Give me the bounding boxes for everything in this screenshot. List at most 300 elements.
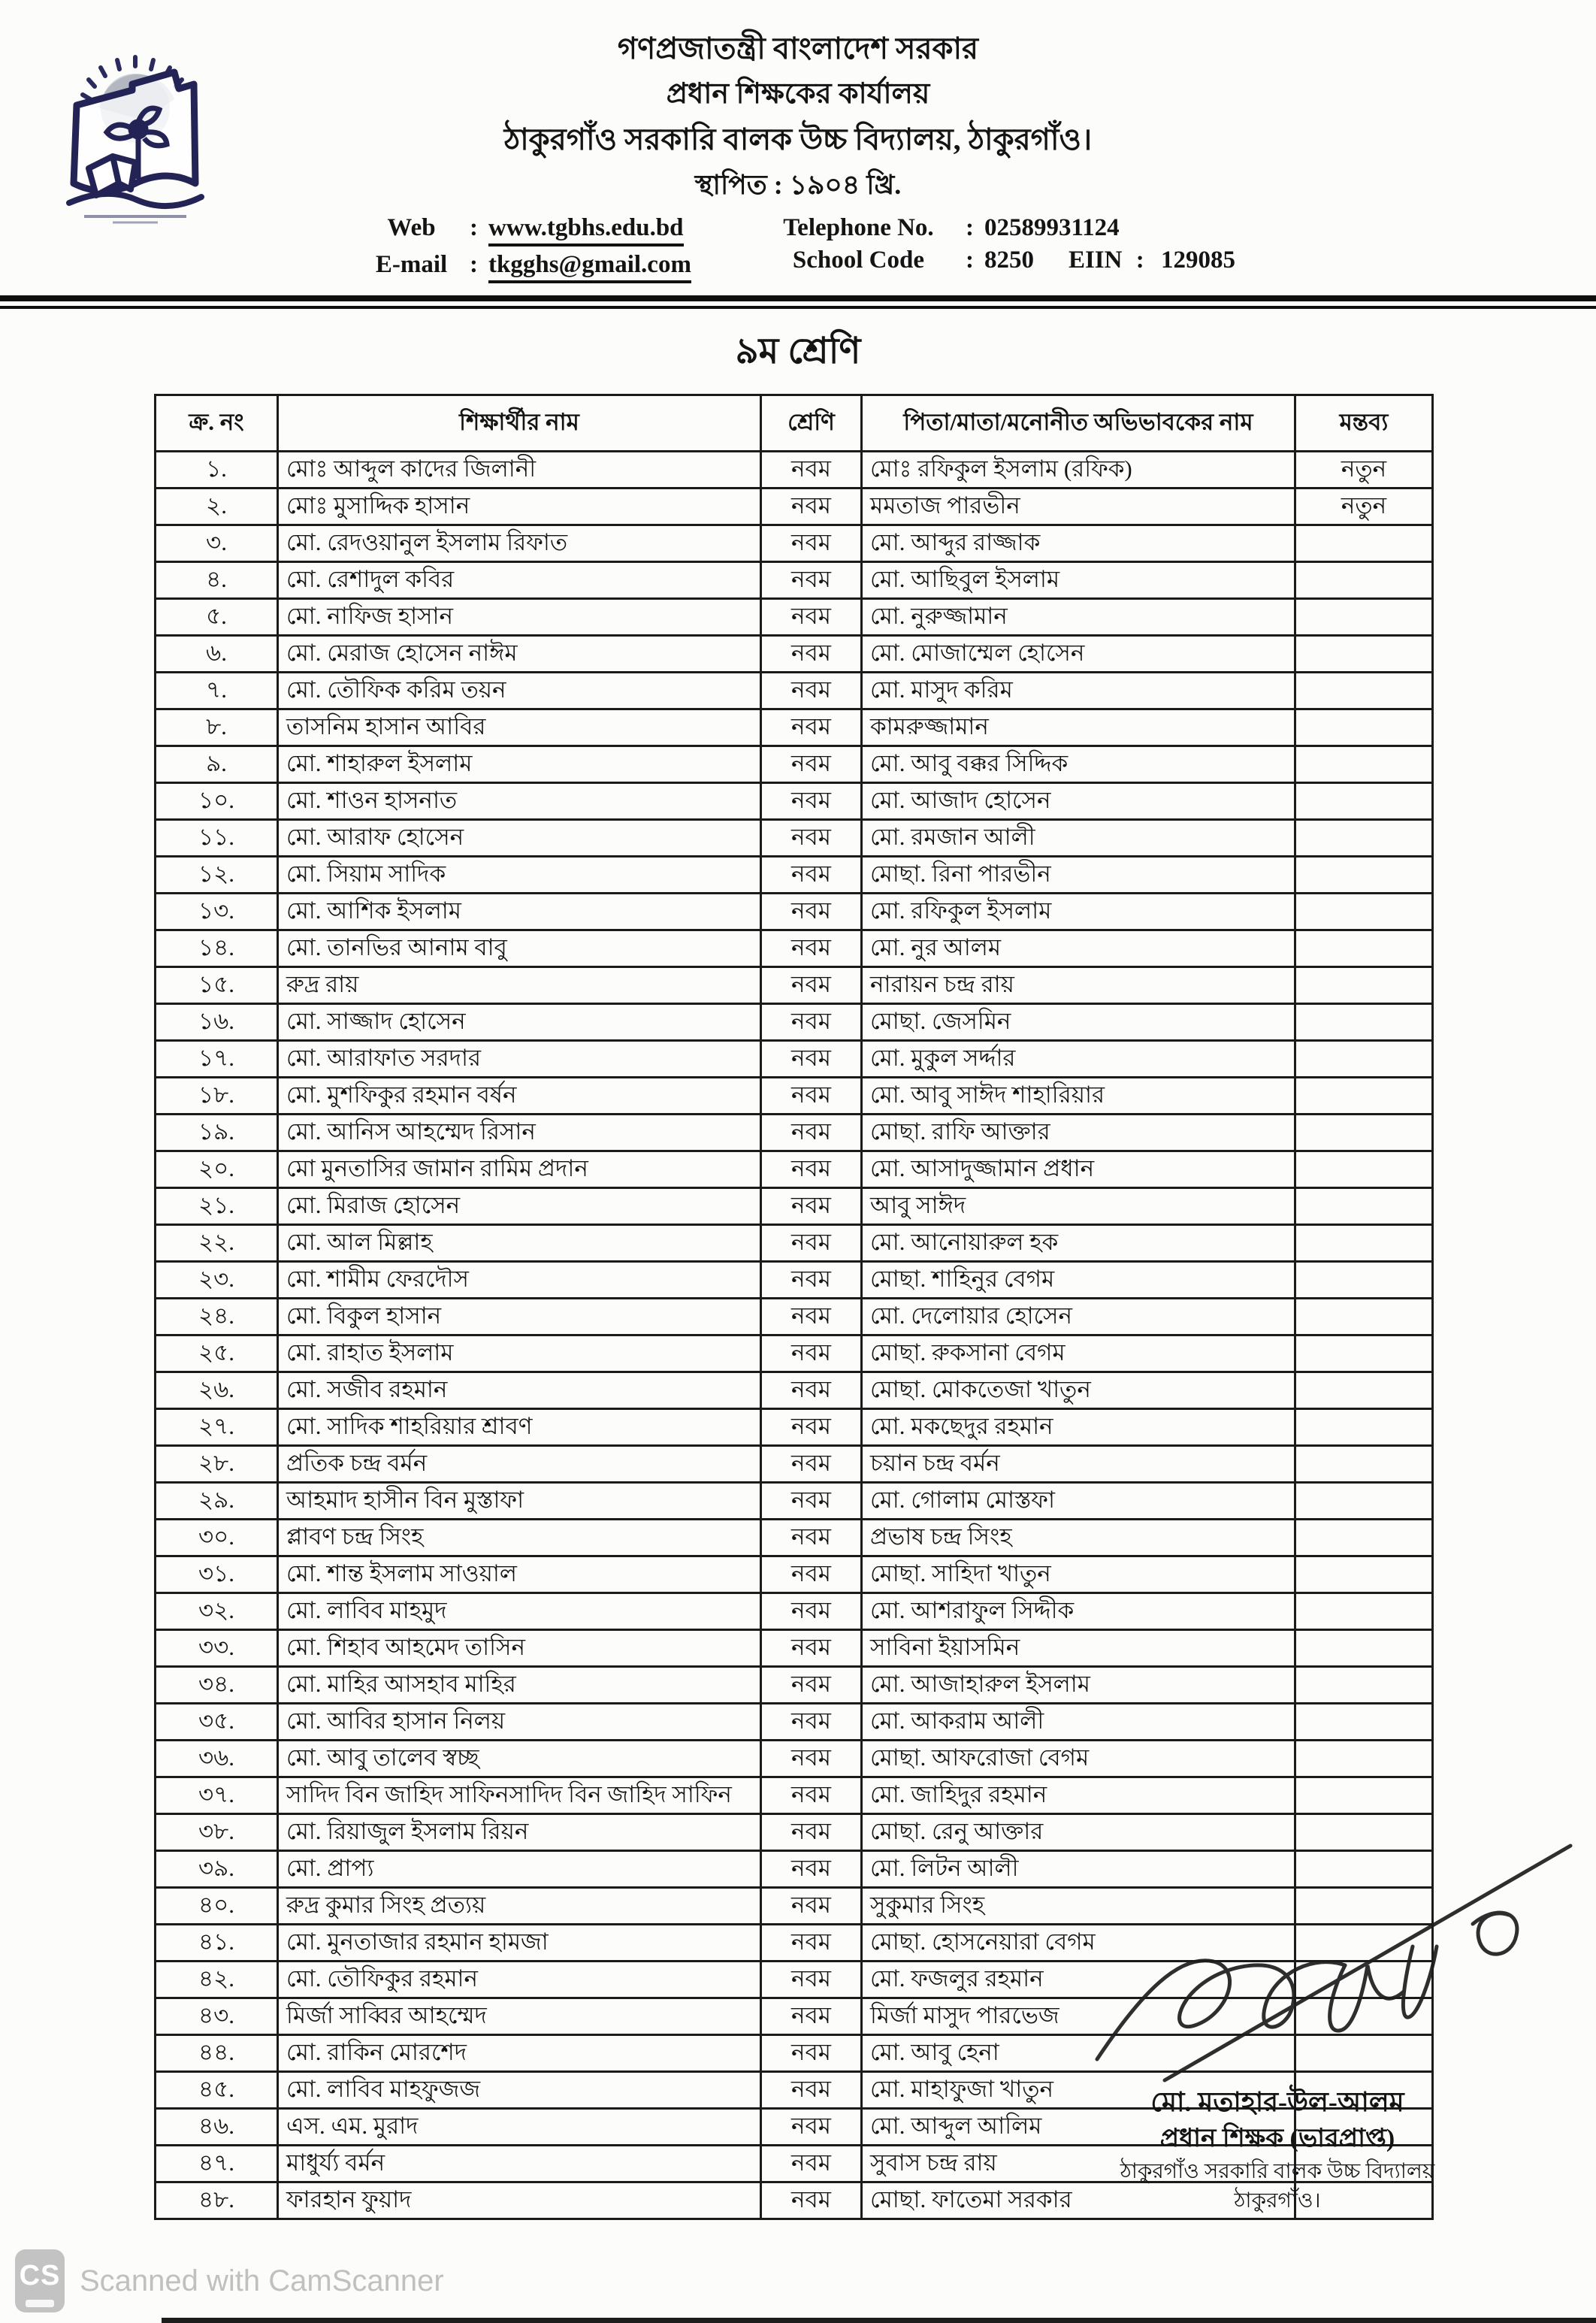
guardian-name-cell: মোঃ রফিকুল ইসলাম (রফিক) bbox=[862, 451, 1295, 488]
class-cell: নবম bbox=[761, 1593, 862, 1629]
contact-info bbox=[0, 214, 1596, 283]
class-cell: নবম bbox=[761, 1298, 862, 1335]
serial-cell: ৪. bbox=[156, 561, 278, 598]
camscanner-footer bbox=[15, 2249, 444, 2312]
table-row bbox=[156, 672, 1433, 709]
class-cell: নবম bbox=[761, 1482, 862, 1519]
guardian-name-cell: মো. আকরাম আলী bbox=[862, 1703, 1295, 1740]
class-cell: নবম bbox=[761, 1629, 862, 1666]
student-name-cell: রুদ্র রায় bbox=[278, 966, 761, 1003]
student-name-cell: মো. নাফিজ হাসান bbox=[278, 598, 761, 635]
serial-cell: ৪২. bbox=[156, 1961, 278, 1998]
serial-cell: ৩. bbox=[156, 525, 278, 561]
student-name-cell: মো মুনতাসির জামান রামিম প্রদান bbox=[278, 1151, 761, 1187]
guardian-name-cell: মো. আশরাফুল সিদ্দীক bbox=[862, 1593, 1295, 1629]
serial-cell: ২. bbox=[156, 488, 278, 525]
serial-cell: ১১. bbox=[156, 819, 278, 856]
student-name-cell: মো. শান্ত ইসলাম সাওয়াল bbox=[278, 1556, 761, 1593]
remark-cell bbox=[1295, 1556, 1433, 1593]
table-row bbox=[156, 819, 1433, 856]
serial-cell: ৩১. bbox=[156, 1556, 278, 1593]
student-name-cell: মো. রেদওয়ানুল ইসলাম রিফাত bbox=[278, 525, 761, 561]
remark-cell bbox=[1295, 1740, 1433, 1777]
class-cell: নবম bbox=[761, 2034, 862, 2071]
remark-cell bbox=[1295, 1224, 1433, 1261]
table-row bbox=[156, 1703, 1433, 1740]
class-cell: নবম bbox=[761, 1740, 862, 1777]
guardian-name-cell: মো. আজাদ হোসেন bbox=[862, 782, 1295, 819]
table-row bbox=[156, 1482, 1433, 1519]
serial-cell: ২৫. bbox=[156, 1335, 278, 1372]
class-cell: নবম bbox=[761, 1261, 862, 1298]
class-cell: নবম bbox=[761, 746, 862, 782]
table-row bbox=[156, 1556, 1433, 1593]
class-cell: নবম bbox=[761, 1224, 862, 1261]
guardian-name-cell: মো. আব্দুল আলিম bbox=[862, 2108, 1295, 2145]
guardian-name-cell: মো. নুরুজ্জামান bbox=[862, 598, 1295, 635]
serial-cell: ৩৯. bbox=[156, 1850, 278, 1887]
class-cell: নবম bbox=[761, 525, 862, 561]
table-row bbox=[156, 1740, 1433, 1777]
class-cell: নবম bbox=[761, 1703, 862, 1740]
table-row bbox=[156, 1666, 1433, 1703]
table-row bbox=[156, 525, 1433, 561]
remark-cell bbox=[1295, 1593, 1433, 1629]
signature-place: ঠাকুরগাঁও। bbox=[1234, 2188, 1321, 2213]
guardian-name-cell: মো. মোজাম্মেল হোসেন bbox=[862, 635, 1295, 672]
student-name-cell: মো. সজীব রহমান bbox=[278, 1372, 761, 1408]
remark-cell bbox=[1295, 561, 1433, 598]
student-name-cell: মো. মাহির আসহাব মাহির bbox=[278, 1666, 761, 1703]
serial-cell: ৩৪. bbox=[156, 1666, 278, 1703]
remark-cell bbox=[1295, 1187, 1433, 1224]
table-row bbox=[156, 1003, 1433, 1040]
student-name-cell: মো. শাহারুল ইসলাম bbox=[278, 746, 761, 782]
serial-cell: ৩৩. bbox=[156, 1629, 278, 1666]
office-line: প্রধান শিক্ষকের কার্যালয় bbox=[666, 78, 930, 110]
remark-cell bbox=[1295, 782, 1433, 819]
class-cell: নবম bbox=[761, 2108, 862, 2145]
letterhead bbox=[0, 0, 1596, 283]
student-name-cell: মো. মেরাজ হোসেন নাঈম bbox=[278, 635, 761, 672]
colon: : bbox=[965, 213, 974, 241]
class-cell: নবম bbox=[761, 2182, 862, 2219]
table-row bbox=[156, 451, 1433, 488]
serial-cell: ৪৬. bbox=[156, 2108, 278, 2145]
student-name-cell: ফারহান ফুয়াদ bbox=[278, 2182, 761, 2219]
remark-cell bbox=[1295, 893, 1433, 930]
class-cell: নবম bbox=[761, 1887, 862, 1924]
class-cell: নবম bbox=[761, 672, 862, 709]
telephone-row bbox=[759, 214, 1235, 242]
class-cell: নবম bbox=[761, 1850, 862, 1887]
serial-cell: ১৭. bbox=[156, 1040, 278, 1077]
serial-cell: ৯. bbox=[156, 746, 278, 782]
serial-cell: ২০. bbox=[156, 1151, 278, 1187]
serial-cell: ৪০. bbox=[156, 1887, 278, 1924]
table-row bbox=[156, 746, 1433, 782]
student-name-cell: মো. বিকুল হাসান bbox=[278, 1298, 761, 1335]
student-name-cell: এস. এম. মুরাদ bbox=[278, 2108, 761, 2145]
guardian-name-cell: মোছা. ফাতেমা সরকার bbox=[862, 2182, 1295, 2219]
column-header: মন্তব্য bbox=[1295, 395, 1433, 451]
serial-cell: ৪৮. bbox=[156, 2182, 278, 2219]
guardian-name-cell: মো. মাসুদ করিম bbox=[862, 672, 1295, 709]
serial-cell: ৪৪. bbox=[156, 2034, 278, 2071]
page-title: ৯ম শ্রেণি bbox=[735, 331, 861, 371]
serial-cell: ৪৭. bbox=[156, 2145, 278, 2182]
class-cell: নবম bbox=[761, 2145, 862, 2182]
headmaster-name: মো. মতাহার-উল-আলম bbox=[1150, 2087, 1404, 2117]
student-name-cell: মো. রিয়াজুল ইসলাম রিয়ন bbox=[278, 1813, 761, 1850]
email-row bbox=[361, 251, 691, 283]
scan-edge-line bbox=[162, 2318, 1596, 2323]
table-row bbox=[156, 561, 1433, 598]
remark-cell bbox=[1295, 1629, 1433, 1666]
class-cell: নবম bbox=[761, 451, 862, 488]
table-row bbox=[156, 598, 1433, 635]
remark-cell: নতুন bbox=[1295, 451, 1433, 488]
class-cell: নবম bbox=[761, 1961, 862, 1998]
student-name-cell: মো. মুশফিকুর রহমান বর্ষন bbox=[278, 1077, 761, 1114]
school-name-line: ঠাকুরগাঁও সরকারি বালক উচ্চ বিদ্যালয়, ঠাকুরগাঁও। bbox=[503, 122, 1093, 156]
student-name-cell: মো. সাজ্জাদ হোসেন bbox=[278, 1003, 761, 1040]
serial-cell: ১৩. bbox=[156, 893, 278, 930]
remark-cell bbox=[1295, 1445, 1433, 1482]
serial-cell: ২১. bbox=[156, 1187, 278, 1224]
serial-cell: ৬. bbox=[156, 635, 278, 672]
handwritten-signature bbox=[1052, 1834, 1593, 2089]
web-label: Web bbox=[387, 213, 436, 241]
serial-cell: ৩২. bbox=[156, 1593, 278, 1629]
serial-cell: ৪১. bbox=[156, 1924, 278, 1961]
colon: : bbox=[470, 250, 478, 278]
remark-cell bbox=[1295, 672, 1433, 709]
camscanner-badge-text: CS bbox=[19, 2260, 61, 2291]
class-cell: নবম bbox=[761, 709, 862, 746]
class-cell: নবম bbox=[761, 598, 862, 635]
student-name-cell: মো. আল মিল্লাহ bbox=[278, 1224, 761, 1261]
guardian-name-cell: মো. মাহাফুজা খাতুন bbox=[862, 2071, 1295, 2108]
camscanner-watermark-text: Scanned with CamScanner bbox=[80, 2264, 444, 2297]
student-name-cell: মো. তৌফিকুর রহমান bbox=[278, 1961, 761, 1998]
student-name-cell: সাদিদ বিন জাহিদ সাফিনসাদিদ বিন জাহিদ সাফিন bbox=[278, 1777, 761, 1813]
serial-cell: ৪৩. bbox=[156, 1998, 278, 2034]
guardian-name-cell: মো. রমজান আলী bbox=[862, 819, 1295, 856]
serial-cell: ৩৭. bbox=[156, 1777, 278, 1813]
student-name-cell: মো. আশিক ইসলাম bbox=[278, 893, 761, 930]
guardian-name-cell: মোছা. জেসমিন bbox=[862, 1003, 1295, 1040]
telephone-label: Telephone No. bbox=[783, 213, 934, 241]
remark-cell bbox=[1295, 930, 1433, 966]
remark-cell bbox=[1295, 709, 1433, 746]
colon: : bbox=[1135, 246, 1144, 274]
table-row bbox=[156, 1629, 1433, 1666]
remark-cell bbox=[1295, 966, 1433, 1003]
remark-cell: নতুন bbox=[1295, 488, 1433, 525]
school-code-label: School Code bbox=[792, 246, 924, 274]
class-cell: নবম bbox=[761, 930, 862, 966]
student-name-cell: তাসনিম হাসান আবির bbox=[278, 709, 761, 746]
column-header: ক্র. নং bbox=[156, 395, 278, 451]
remark-cell bbox=[1295, 598, 1433, 635]
school-code-row bbox=[759, 247, 1235, 274]
student-name-cell: মো. আনিস আহম্মেদ রিসান bbox=[278, 1114, 761, 1151]
table-row bbox=[156, 1335, 1433, 1372]
student-name-cell: মো. সিয়াম সাদিক bbox=[278, 856, 761, 893]
serial-cell: ২৮. bbox=[156, 1445, 278, 1482]
guardian-name-cell: মোছা. রুকসানা বেগম bbox=[862, 1335, 1295, 1372]
table-header-row bbox=[156, 395, 1433, 451]
table-row bbox=[156, 635, 1433, 672]
table-row bbox=[156, 1151, 1433, 1187]
guardian-name-cell: প্রভাষ চন্দ্র সিংহ bbox=[862, 1519, 1295, 1556]
remark-cell bbox=[1295, 1298, 1433, 1335]
class-cell: নবম bbox=[761, 856, 862, 893]
table-row bbox=[156, 1261, 1433, 1298]
table-row bbox=[156, 1114, 1433, 1151]
serial-cell: ১. bbox=[156, 451, 278, 488]
guardian-name-cell: মো. আসাদুজ্জামান প্রধান bbox=[862, 1151, 1295, 1187]
table-row bbox=[156, 1187, 1433, 1224]
student-name-cell: মো. শিহাব আহমেদ তাসিন bbox=[278, 1629, 761, 1666]
school-code-value: 8250 bbox=[984, 246, 1034, 274]
student-name-cell: মির্জা সাব্বির আহম্মেদ bbox=[278, 1998, 761, 2034]
table-row bbox=[156, 1372, 1433, 1408]
email-address: tkgghs@gmail.com bbox=[488, 251, 691, 283]
remark-cell bbox=[1295, 1408, 1433, 1445]
guardian-name-cell: মো. গোলাম মোস্তফা bbox=[862, 1482, 1295, 1519]
column-header: শ্রেণি bbox=[761, 395, 862, 451]
guardian-name-cell: মোছা. শাহিনুর বেগম bbox=[862, 1261, 1295, 1298]
table-row bbox=[156, 1224, 1433, 1261]
student-name-cell: মো. সাদিক শাহরিয়ার শ্রাবণ bbox=[278, 1408, 761, 1445]
remark-cell bbox=[1295, 1703, 1433, 1740]
remark-cell bbox=[1295, 1777, 1433, 1813]
student-name-cell: মো. আবির হাসান নিলয় bbox=[278, 1703, 761, 1740]
guardian-name-cell: মো. মুকুল সর্দ্দার bbox=[862, 1040, 1295, 1077]
email-label: E-mail bbox=[375, 250, 448, 278]
eiin-value: 129085 bbox=[1160, 246, 1235, 274]
guardian-name-cell: সুবাস চন্দ্র রায় bbox=[862, 2145, 1295, 2182]
header-divider bbox=[0, 295, 1596, 309]
table-row bbox=[156, 1777, 1433, 1813]
table-row bbox=[156, 1593, 1433, 1629]
table-row bbox=[156, 709, 1433, 746]
student-name-cell: রুদ্র কুমার সিংহ প্রত্যয় bbox=[278, 1887, 761, 1924]
serial-cell: ১০. bbox=[156, 782, 278, 819]
remark-cell bbox=[1295, 1372, 1433, 1408]
remark-cell bbox=[1295, 1114, 1433, 1151]
serial-cell: ১৯. bbox=[156, 1114, 278, 1151]
eiin-label: EIIN bbox=[1068, 246, 1123, 274]
guardian-name-cell: মো. মকছেদুর রহমান bbox=[862, 1408, 1295, 1445]
serial-cell: ১২. bbox=[156, 856, 278, 893]
class-cell: নবম bbox=[761, 635, 862, 672]
camscanner-icon bbox=[15, 2249, 65, 2312]
signature-block bbox=[1037, 2083, 1518, 2215]
column-header: শিক্ষার্থীর নাম bbox=[278, 395, 761, 451]
remark-cell bbox=[1295, 1519, 1433, 1556]
guardian-name-cell: মোছা. আফরোজা বেগম bbox=[862, 1740, 1295, 1777]
class-cell: নবম bbox=[761, 966, 862, 1003]
remark-cell bbox=[1295, 856, 1433, 893]
serial-cell: ২৯. bbox=[156, 1482, 278, 1519]
guardian-name-cell: মো. আবু সাঈদ শাহারিয়ার bbox=[862, 1077, 1295, 1114]
guardian-name-cell: মমতাজ পারভীন bbox=[862, 488, 1295, 525]
student-name-cell: মো. তানভির আনাম বাবু bbox=[278, 930, 761, 966]
school-logo-icon bbox=[54, 36, 216, 225]
remark-cell bbox=[1295, 1261, 1433, 1298]
student-name-cell: মো. আরাফ হোসেন bbox=[278, 819, 761, 856]
guardian-name-cell: মো. আবু বক্কর সিদ্দিক bbox=[862, 746, 1295, 782]
serial-cell: ৭. bbox=[156, 672, 278, 709]
serial-cell: ২২. bbox=[156, 1224, 278, 1261]
class-cell: নবম bbox=[761, 1408, 862, 1445]
class-cell: নবম bbox=[761, 1077, 862, 1114]
remark-cell bbox=[1295, 1003, 1433, 1040]
class-cell: নবম bbox=[761, 1924, 862, 1961]
serial-cell: ২৩. bbox=[156, 1261, 278, 1298]
remark-cell bbox=[1295, 525, 1433, 561]
colon: : bbox=[470, 213, 478, 241]
remark-cell bbox=[1295, 1666, 1433, 1703]
guardian-name-cell: মো. আব্দুর রাজ্জাক bbox=[862, 525, 1295, 561]
class-cell: নবম bbox=[761, 1998, 862, 2034]
class-cell: নবম bbox=[761, 1187, 862, 1224]
student-name-cell: মো. শাওন হাসনাত bbox=[278, 782, 761, 819]
student-name-cell: মাধুর্য্য বর্মন bbox=[278, 2145, 761, 2182]
table-row bbox=[156, 856, 1433, 893]
table-row bbox=[156, 1298, 1433, 1335]
guardian-name-cell: সাবিনা ইয়াসমিন bbox=[862, 1629, 1295, 1666]
class-cell: নবম bbox=[761, 1519, 862, 1556]
student-name-cell: মো. আরাফাত সরদার bbox=[278, 1040, 761, 1077]
serial-cell: ৩৫. bbox=[156, 1703, 278, 1740]
student-name-cell: মো. রেশাদুল কবির bbox=[278, 561, 761, 598]
student-name-cell: মো. রাহাত ইসলাম bbox=[278, 1335, 761, 1372]
serial-cell: ২৬. bbox=[156, 1372, 278, 1408]
guardian-name-cell: মোছা. হোসনেয়ারা বেগম bbox=[862, 1924, 1295, 1961]
remark-cell bbox=[1295, 746, 1433, 782]
serial-cell: ৩০. bbox=[156, 1519, 278, 1556]
serial-cell: ৫. bbox=[156, 598, 278, 635]
table-row bbox=[156, 930, 1433, 966]
guardian-name-cell: মো. আছিবুল ইসলাম bbox=[862, 561, 1295, 598]
serial-cell: ২৭. bbox=[156, 1408, 278, 1445]
student-name-cell: মো. মুনতাজার রহমান হামজা bbox=[278, 1924, 761, 1961]
serial-cell: ৩৬. bbox=[156, 1740, 278, 1777]
guardian-name-cell: কামরুজ্জামান bbox=[862, 709, 1295, 746]
serial-cell: ২৪. bbox=[156, 1298, 278, 1335]
student-name-cell: প্লাবণ চন্দ্র সিংহ bbox=[278, 1519, 761, 1556]
website-url: www.tgbhs.edu.bd bbox=[488, 214, 684, 247]
serial-cell: ৩৮. bbox=[156, 1813, 278, 1850]
class-cell: নবম bbox=[761, 893, 862, 930]
class-cell: নবম bbox=[761, 1114, 862, 1151]
remark-cell bbox=[1295, 1482, 1433, 1519]
student-name-cell: আহমাদ হাসীন বিন মুস্তাফা bbox=[278, 1482, 761, 1519]
serial-cell: ১৪. bbox=[156, 930, 278, 966]
student-name-cell: প্রতিক চন্দ্র বর্মন bbox=[278, 1445, 761, 1482]
guardian-name-cell: মো. আবু হেনা bbox=[862, 2034, 1295, 2071]
guardian-name-cell: মো. জাহিদুর রহমান bbox=[862, 1777, 1295, 1813]
class-cell: নবম bbox=[761, 1556, 862, 1593]
guardian-name-cell: মোছা. সাহিদা খাতুন bbox=[862, 1556, 1295, 1593]
table-row bbox=[156, 1445, 1433, 1482]
class-cell: নবম bbox=[761, 1372, 862, 1408]
class-cell: নবম bbox=[761, 488, 862, 525]
serial-cell: ১৫. bbox=[156, 966, 278, 1003]
table-row bbox=[156, 966, 1433, 1003]
class-cell: নবম bbox=[761, 561, 862, 598]
signature-school-name: ঠাকুরগাঁও সরকারি বালক উচ্চ বিদ্যালয় bbox=[1120, 2159, 1435, 2183]
remark-cell bbox=[1295, 1335, 1433, 1372]
class-cell: নবম bbox=[761, 1003, 862, 1040]
student-name-cell: মো. শামীম ফেরদৌস bbox=[278, 1261, 761, 1298]
class-cell: নবম bbox=[761, 1445, 862, 1482]
serial-cell: ৪৫. bbox=[156, 2071, 278, 2108]
remark-cell bbox=[1295, 1077, 1433, 1114]
table-row bbox=[156, 893, 1433, 930]
guardian-name-cell: সুকুমার সিংহ bbox=[862, 1887, 1295, 1924]
guardian-name-cell: আবু সাঈদ bbox=[862, 1187, 1295, 1224]
guardian-name-cell: মো. আজাহারুল ইসলাম bbox=[862, 1666, 1295, 1703]
guardian-name-cell: মোছা. রিনা পারভীন bbox=[862, 856, 1295, 893]
student-name-cell: মোঃ মুসাদ্দিক হাসান bbox=[278, 488, 761, 525]
guardian-name-cell: মো. লিটন আলী bbox=[862, 1850, 1295, 1887]
table-row bbox=[156, 1040, 1433, 1077]
table-row bbox=[156, 1077, 1433, 1114]
table-row bbox=[156, 488, 1433, 525]
column-header: পিতা/মাতা/মনোনীত অভিভাবকের নাম bbox=[862, 395, 1295, 451]
student-name-cell: মো. প্রাপ্য bbox=[278, 1850, 761, 1887]
guardian-name-cell: নারায়ন চন্দ্র রায় bbox=[862, 966, 1295, 1003]
telephone-number: 02589931124 bbox=[984, 213, 1120, 241]
student-name-cell: মো. আবু তালেব স্বচ্ছ bbox=[278, 1740, 761, 1777]
guardian-name-cell: মো. রফিকুল ইসলাম bbox=[862, 893, 1295, 930]
guardian-name-cell: মো. নুর আলম bbox=[862, 930, 1295, 966]
student-name-cell: মো. লাবিব মাহফুজজ bbox=[278, 2071, 761, 2108]
student-name-cell: মো. রাকিন মোরশেদ bbox=[278, 2034, 761, 2071]
guardian-name-cell: মোছা. মোকতেজা খাতুন bbox=[862, 1372, 1295, 1408]
guardian-name-cell: মো. ফজলুর রহমান bbox=[862, 1961, 1295, 1998]
guardian-name-cell: মোছা. রেনু আক্তার bbox=[862, 1813, 1295, 1850]
class-cell: নবম bbox=[761, 1040, 862, 1077]
guardian-name-cell: চয়ান চন্দ্র বর্মন bbox=[862, 1445, 1295, 1482]
remark-cell bbox=[1295, 635, 1433, 672]
class-cell: নবম bbox=[761, 819, 862, 856]
student-name-cell: মো. লাবিব মাহমুদ bbox=[278, 1593, 761, 1629]
class-cell: নবম bbox=[761, 1813, 862, 1850]
class-cell: নবম bbox=[761, 782, 862, 819]
class-cell: নবম bbox=[761, 1666, 862, 1703]
guardian-name-cell: মো. আনোয়ারুল হক bbox=[862, 1224, 1295, 1261]
serial-cell: ১৮. bbox=[156, 1077, 278, 1114]
guardian-name-cell: মো. দেলোয়ার হোসেন bbox=[862, 1298, 1295, 1335]
web-row bbox=[361, 214, 691, 247]
serial-cell: ৮. bbox=[156, 709, 278, 746]
table-row bbox=[156, 782, 1433, 819]
class-cell: নবম bbox=[761, 1151, 862, 1187]
government-line: গণপ্রজাতন্ত্রী বাংলাদেশ সরকার bbox=[617, 32, 979, 65]
class-cell: নবম bbox=[761, 2071, 862, 2108]
remark-cell bbox=[1295, 819, 1433, 856]
serial-cell: ১৬. bbox=[156, 1003, 278, 1040]
remark-cell bbox=[1295, 1151, 1433, 1187]
guardian-name-cell: মোছা. রাফি আক্তার bbox=[862, 1114, 1295, 1151]
table-row bbox=[156, 1519, 1433, 1556]
